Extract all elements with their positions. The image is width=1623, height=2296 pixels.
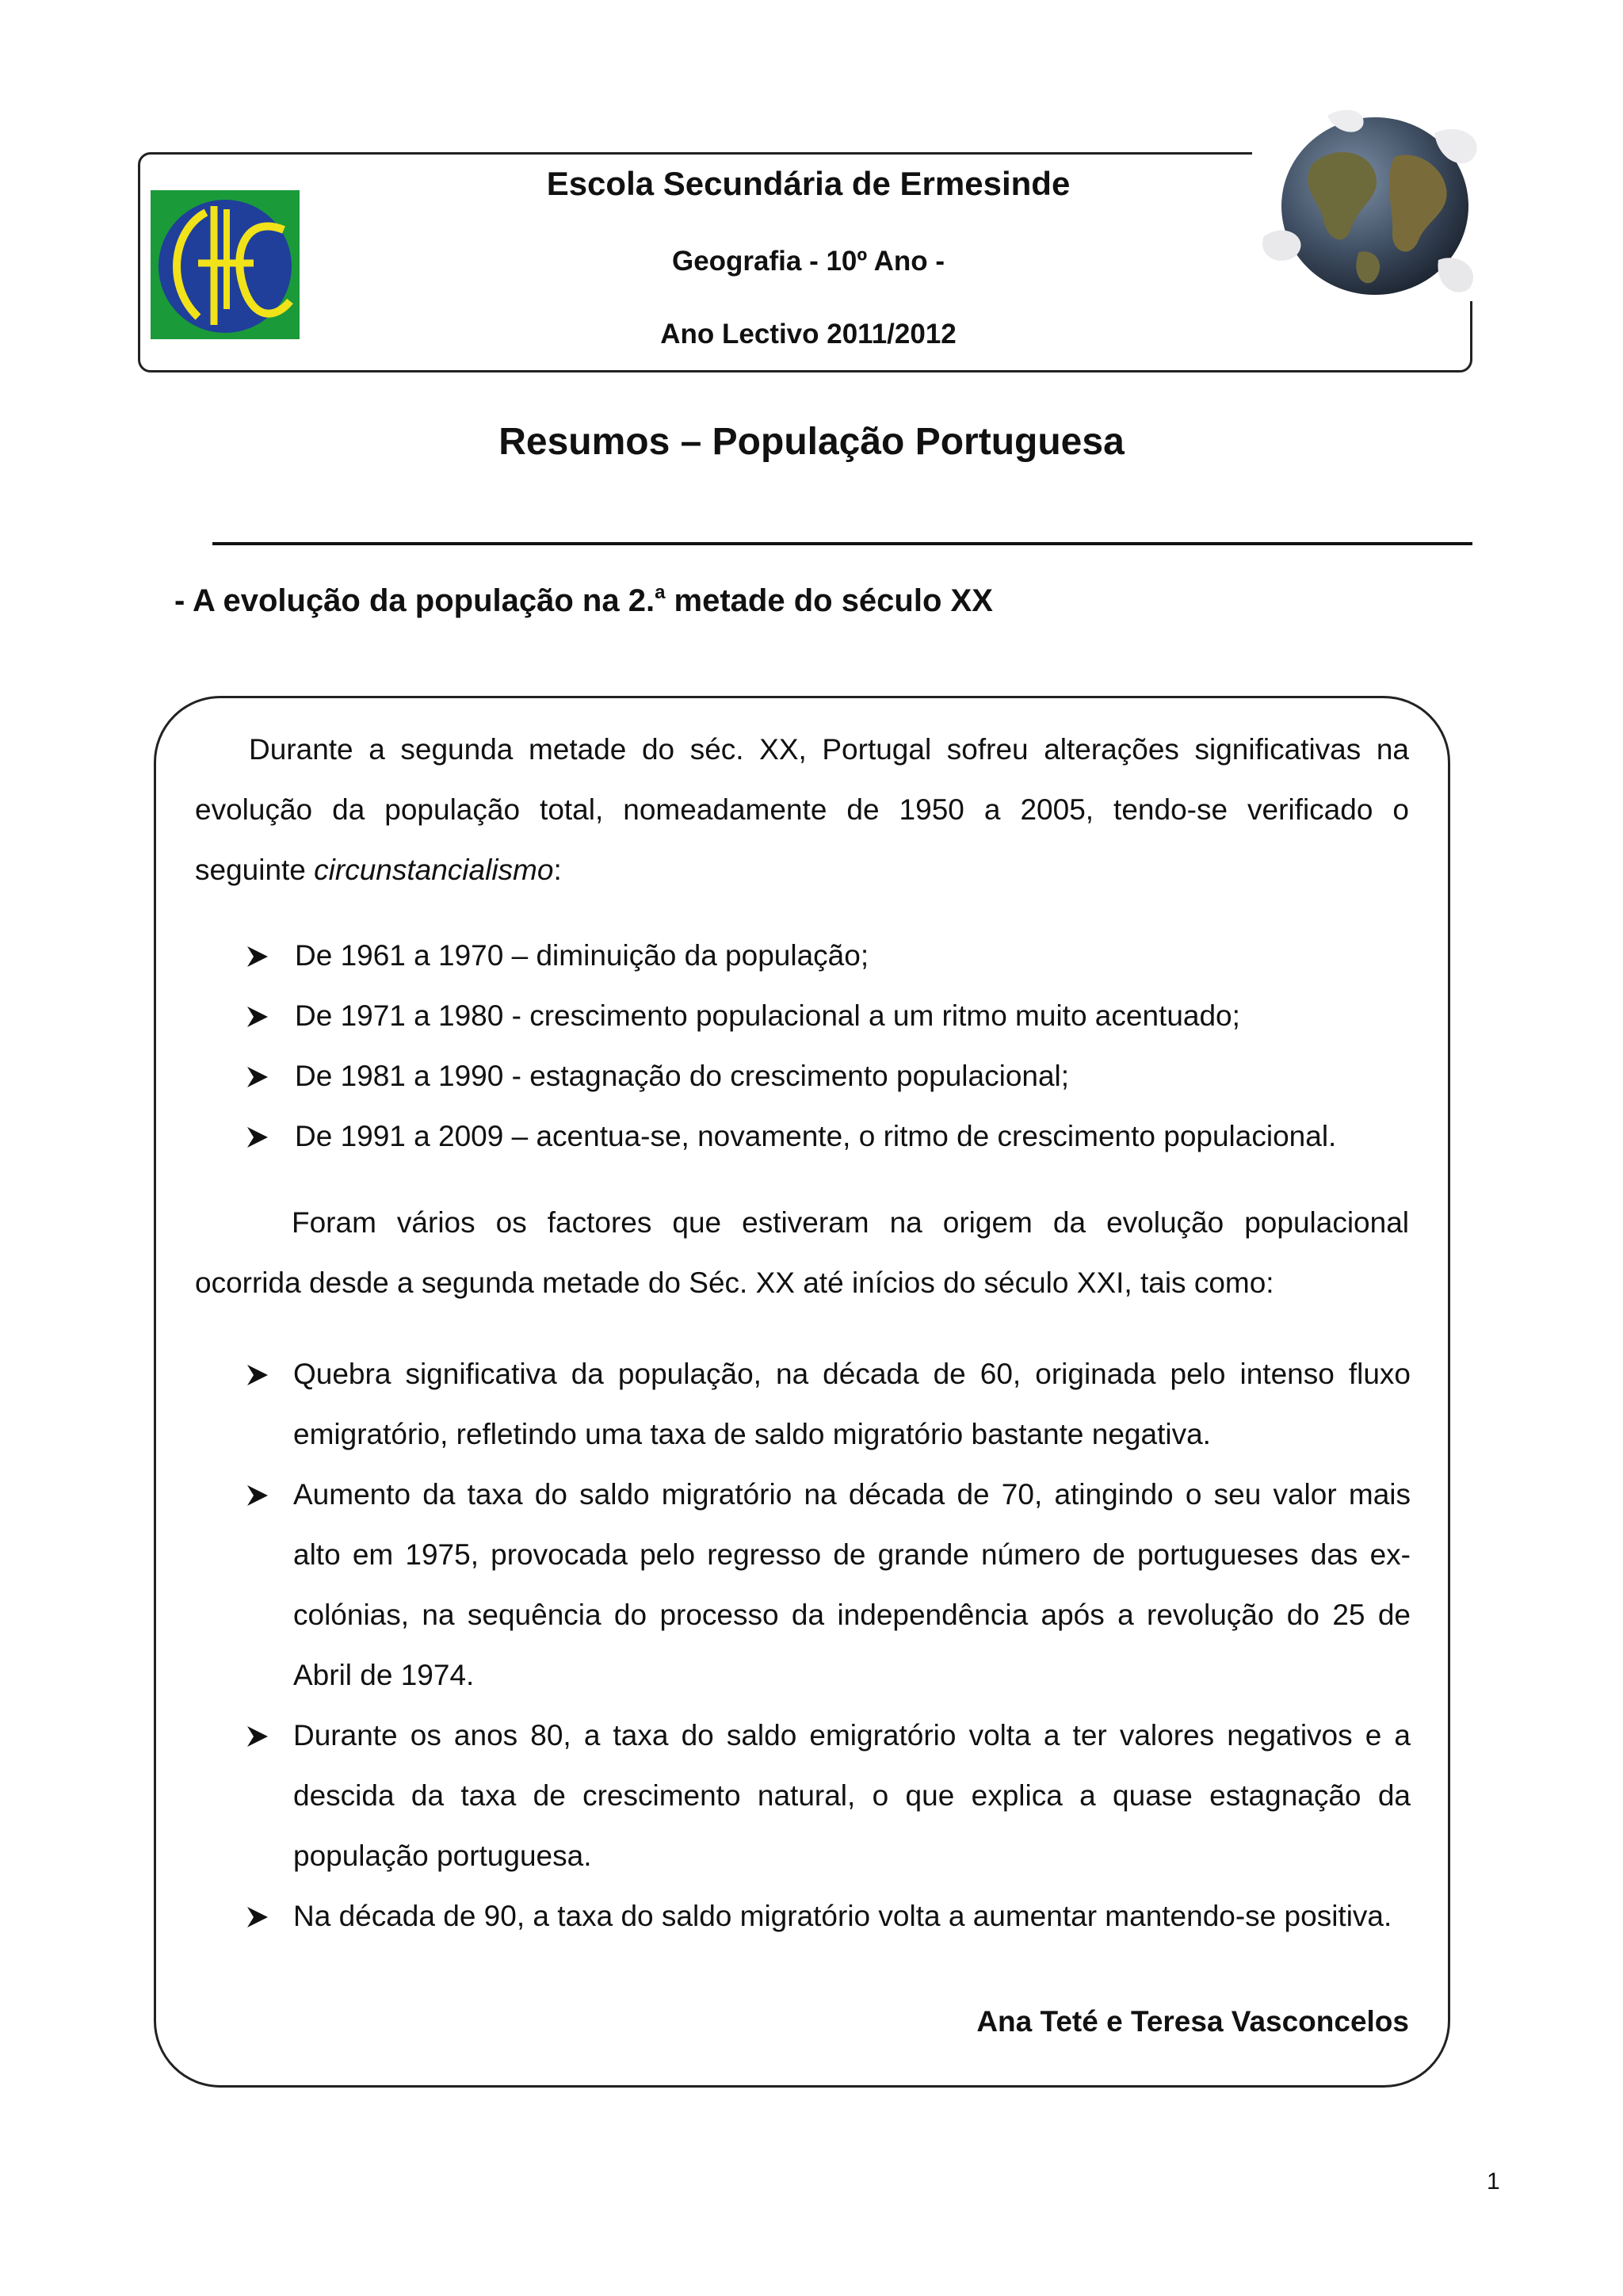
- authors: Ana Teté e Teresa Vasconcelos: [976, 2005, 1409, 2038]
- factor-text: Na década de 90, a taxa do saldo migratório volta a aumentar mantendo-se positiva.: [293, 1900, 1392, 1932]
- factor-text: Aumento da taxa do saldo migratório na década de 70, atingindo o seu valor mais alto em 1975, provocada pelo regresso de grande número de portugueses das ex-colónias, na sequência do processo da independência após a revolução do 25 de Abril de 1974.: [293, 1478, 1411, 1691]
- list-item: [246, 1465, 1411, 1706]
- arrow-bullet-icon: [246, 1706, 277, 1766]
- period-text: De 1991 a 2009 – acentua-se, novamente, o ritmo de crescimento populacional.: [295, 1120, 1337, 1152]
- intro-paragraph-last-line: [195, 840, 1409, 900]
- list-item: [246, 986, 1411, 1046]
- list-item: [246, 1344, 1411, 1465]
- intro-paragraph: [195, 720, 1409, 900]
- intro-text-b: seguinte: [195, 854, 315, 886]
- arrow-bullet-icon: [246, 926, 277, 986]
- arrow-bullet-icon: [246, 1106, 277, 1167]
- list-item: [246, 1106, 1411, 1167]
- list-item: [246, 1046, 1411, 1106]
- list-item: [246, 926, 1411, 986]
- intro-italic-term: circunstancialismo: [314, 854, 554, 886]
- factor-text: Durante os anos 80, a taxa do saldo emigratório volta a ter valores negativos e a descida da taxa de crescimento natural, o que explica a quase estagnação da população portuguesa.: [293, 1719, 1411, 1872]
- arrow-bullet-icon: [246, 986, 277, 1046]
- section-heading-post: metade do século XX: [665, 583, 993, 618]
- list-item: [246, 1706, 1411, 1886]
- page-number: 1: [1487, 2168, 1500, 2195]
- factors-paragraph: [195, 1193, 1409, 1313]
- periods-list: [246, 926, 1411, 1167]
- intro-text-c: :: [553, 854, 562, 886]
- factors-paragraph-text: Foram vários os factores que estiveram na origem da evolução populacional: [292, 1206, 1409, 1239]
- section-heading-pre: - A evolução da população na 2.: [174, 583, 655, 618]
- arrow-bullet-icon: [246, 1046, 277, 1106]
- period-text: De 1971 a 1980 - crescimento populacional a um ritmo muito acentuado;: [295, 999, 1240, 1032]
- school-year: Ano Lectivo 2011/2012: [660, 319, 957, 350]
- factors-list: [246, 1344, 1411, 1946]
- factors-paragraph-last-line: ocorrida desde a segunda metade do Séc. XX até inícios do século XXI, tais como:: [195, 1266, 1274, 1299]
- period-text: De 1961 a 1970 – diminuição da população;: [295, 939, 869, 972]
- arrow-bullet-icon: [246, 1886, 277, 1946]
- section-heading-sup: a: [655, 582, 666, 603]
- school-name: Escola Secundária de Ermesinde: [546, 165, 1071, 202]
- period-text: De 1981 a 1990 - estagnação do crescimento populacional;: [295, 1060, 1070, 1092]
- globe-icon: [1256, 101, 1486, 308]
- subject-line: Geografia - 10º Ano -: [671, 246, 945, 277]
- section-heading: [174, 583, 993, 619]
- title-divider: [212, 542, 1472, 545]
- page-title: Resumos – População Portuguesa: [498, 421, 1125, 463]
- school-logo-icon: [151, 190, 300, 339]
- intro-paragraph-text: Durante a segunda metade do séc. XX, Portugal sofreu alterações significativas na evolução da população total, nomeadamente de 1950 a 2005, tendo-se verificado o: [195, 733, 1409, 826]
- arrow-bullet-icon: [246, 1344, 277, 1404]
- factor-text: Quebra significativa da população, na década de 60, originada pelo intenso fluxo emigratório, refletindo uma taxa de saldo migratório bastante negativa.: [293, 1358, 1411, 1450]
- list-item: [246, 1886, 1411, 1946]
- arrow-bullet-icon: [246, 1465, 277, 1525]
